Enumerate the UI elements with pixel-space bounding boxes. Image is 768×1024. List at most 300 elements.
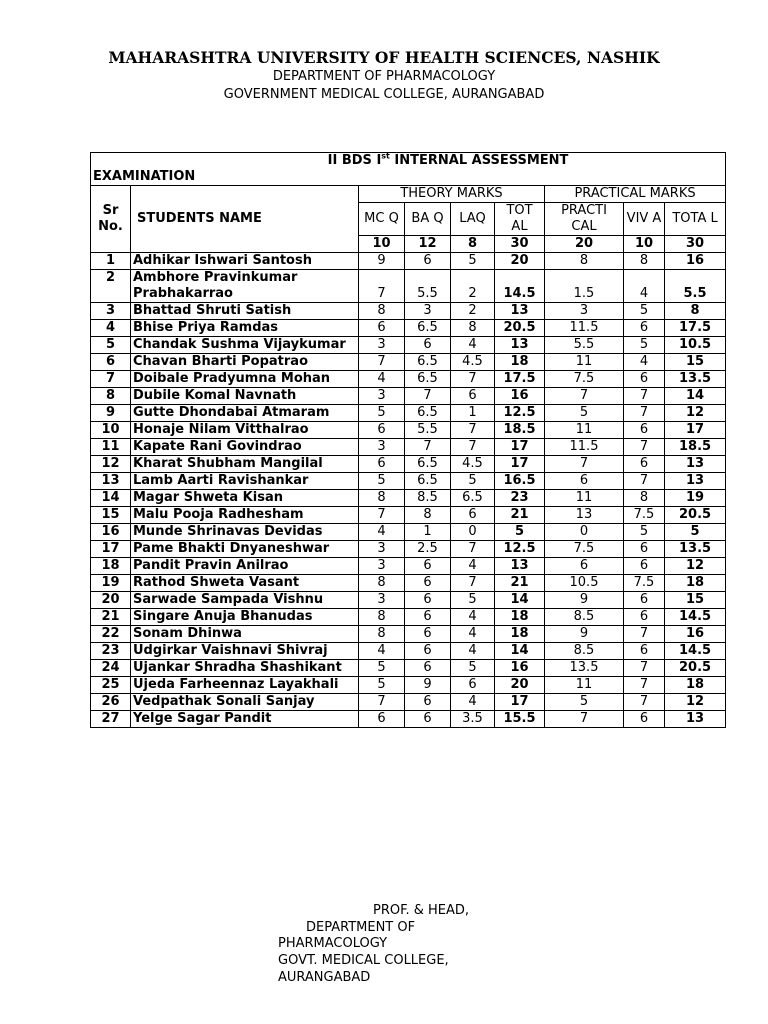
baq-cell: 7 [405, 388, 451, 405]
mcq-cell: 7 [359, 354, 405, 371]
baq-cell: 6 [405, 609, 451, 626]
practical-cell: 7 [545, 711, 624, 728]
mcq-cell: 7 [359, 507, 405, 524]
student-name-cell: Sarwade Sampada Vishnu [131, 592, 359, 609]
sr-no-cell: 19 [91, 575, 131, 592]
laq-cell: 4 [451, 626, 495, 643]
mcq-cell: 3 [359, 558, 405, 575]
baq-cell: 6.5 [405, 354, 451, 371]
sr-no-cell: 24 [91, 660, 131, 677]
mcq-cell: 8 [359, 303, 405, 320]
baq-cell: 6 [405, 643, 451, 660]
theory-total-cell: 16.5 [495, 473, 545, 490]
viva-cell: 7 [624, 405, 665, 422]
column-header: PRACTI CAL [545, 203, 624, 236]
table-title-examination: EXAMINATION [93, 169, 196, 184]
mcq-cell: 7 [359, 270, 405, 303]
practical-total-cell: 20.5 [665, 507, 726, 524]
table-row [91, 643, 726, 660]
table-row [91, 626, 726, 643]
sr-no-cell: 3 [91, 303, 131, 320]
practical-cell: 7 [545, 456, 624, 473]
table-title-prefix: II BDS I [327, 153, 382, 168]
practical-cell: 9 [545, 626, 624, 643]
practical-cell: 5.5 [545, 337, 624, 354]
sr-no-cell: 2 [91, 270, 131, 303]
baq-cell: 6 [405, 626, 451, 643]
baq-cell: 6 [405, 660, 451, 677]
viva-cell: 5 [624, 524, 665, 541]
mcq-cell: 8 [359, 575, 405, 592]
student-name-cell: Doibale Pradyumna Mohan [131, 371, 359, 388]
practical-total-cell: 14.5 [665, 609, 726, 626]
laq-cell: 4 [451, 558, 495, 575]
sr-no-cell: 10 [91, 422, 131, 439]
practical-cell: 11.5 [545, 439, 624, 456]
practical-cell: 13.5 [545, 660, 624, 677]
practical-total-cell: 5.5 [665, 270, 726, 303]
sr-no-cell: 15 [91, 507, 131, 524]
table-row [91, 337, 726, 354]
sr-no-cell: 11 [91, 439, 131, 456]
sr-no-cell: 8 [91, 388, 131, 405]
practical-total-cell: 16 [665, 253, 726, 270]
practical-total-cell: 17.5 [665, 320, 726, 337]
mcq-cell: 3 [359, 541, 405, 558]
sr-no-cell: 7 [91, 371, 131, 388]
baq-cell: 6.5 [405, 405, 451, 422]
viva-cell: 6 [624, 541, 665, 558]
max-marks-cell: 30 [495, 236, 545, 253]
theory-total-cell: 20 [495, 677, 545, 694]
laq-cell: 4 [451, 643, 495, 660]
laq-cell: 4.5 [451, 354, 495, 371]
sr-no-cell: 21 [91, 609, 131, 626]
viva-cell: 7.5 [624, 575, 665, 592]
practical-total-cell: 18 [665, 575, 726, 592]
student-name-cell: Udgirkar Vaishnavi Shivraj [131, 643, 359, 660]
laq-cell: 5 [451, 253, 495, 270]
viva-cell: 7 [624, 388, 665, 405]
student-name-cell: Malu Pooja Radhesham [131, 507, 359, 524]
table-row [91, 270, 726, 303]
viva-cell: 8 [624, 253, 665, 270]
practical-cell: 13 [545, 507, 624, 524]
table-title-suffix: INTERNAL ASSESSMENT [389, 153, 569, 168]
practical-cell: 11 [545, 422, 624, 439]
viva-cell: 7 [624, 439, 665, 456]
viva-cell: 6 [624, 609, 665, 626]
viva-cell: 7 [624, 626, 665, 643]
mcq-cell: 8 [359, 609, 405, 626]
student-name-cell: Yelge Sagar Pandit [131, 711, 359, 728]
theory-total-cell: 20.5 [495, 320, 545, 337]
baq-cell: 6 [405, 253, 451, 270]
viva-cell: 7 [624, 473, 665, 490]
practical-cell: 7.5 [545, 541, 624, 558]
baq-cell: 3 [405, 303, 451, 320]
baq-cell: 6.5 [405, 320, 451, 337]
laq-cell: 6.5 [451, 490, 495, 507]
student-name-cell: Sonam Dhinwa [131, 626, 359, 643]
viva-cell: 5 [624, 303, 665, 320]
marks-table [90, 152, 726, 728]
practical-cell: 8.5 [545, 609, 624, 626]
sr-no-cell: 14 [91, 490, 131, 507]
mcq-cell: 6 [359, 422, 405, 439]
practical-total-cell: 15 [665, 592, 726, 609]
practical-total-cell: 12 [665, 405, 726, 422]
student-name-cell: Chavan Bharti Popatrao [131, 354, 359, 371]
laq-cell: 5 [451, 660, 495, 677]
practical-total-cell: 13.5 [665, 371, 726, 388]
baq-cell: 6.5 [405, 371, 451, 388]
sr-no-cell: 18 [91, 558, 131, 575]
max-marks-cell: 20 [545, 236, 624, 253]
practical-total-cell: 19 [665, 490, 726, 507]
signature-title: PROF. & HEAD, [373, 903, 470, 918]
viva-cell: 6 [624, 422, 665, 439]
practical-total-cell: 18 [665, 677, 726, 694]
practical-cell: 11 [545, 354, 624, 371]
practical-cell: 11 [545, 677, 624, 694]
sr-no-cell: 5 [91, 337, 131, 354]
baq-cell: 6 [405, 694, 451, 711]
signature-pharmacology: PHARMACOLOGY [278, 936, 388, 951]
student-name-cell: Ambhore Pravinkumar Prabhakarrao [131, 270, 359, 303]
practical-cell: 7.5 [545, 371, 624, 388]
table-row [91, 439, 726, 456]
baq-cell: 1 [405, 524, 451, 541]
table-title-sup: st [381, 151, 390, 161]
practical-total-cell: 17 [665, 422, 726, 439]
table-title-row [91, 153, 726, 186]
viva-cell: 6 [624, 643, 665, 660]
table-row [91, 507, 726, 524]
practical-total-cell: 18.5 [665, 439, 726, 456]
theory-total-cell: 14 [495, 643, 545, 660]
max-marks-cell: 10 [359, 236, 405, 253]
student-name-cell: Bhattad Shruti Satish [131, 303, 359, 320]
college-title: GOVERNMENT MEDICAL COLLEGE, AURANGABAD [223, 87, 545, 102]
student-name-cell: Ujeda Farheennaz Layakhali [131, 677, 359, 694]
table-row [91, 371, 726, 388]
mcq-cell: 3 [359, 337, 405, 354]
mcq-cell: 8 [359, 490, 405, 507]
practical-total-cell: 5 [665, 524, 726, 541]
student-name-cell: Chandak Sushma Vijaykumar [131, 337, 359, 354]
baq-cell: 5.5 [405, 422, 451, 439]
group-header-row [91, 186, 726, 203]
baq-cell: 6 [405, 558, 451, 575]
mcq-cell: 6 [359, 320, 405, 337]
table-row [91, 253, 726, 270]
baq-cell: 2.5 [405, 541, 451, 558]
theory-total-cell: 18 [495, 609, 545, 626]
mcq-cell: 8 [359, 626, 405, 643]
practical-total-cell: 14 [665, 388, 726, 405]
mcq-cell: 4 [359, 524, 405, 541]
practical-cell: 7 [545, 388, 624, 405]
practical-total-cell: 13.5 [665, 541, 726, 558]
sr-no-cell: 12 [91, 456, 131, 473]
laq-cell: 6 [451, 677, 495, 694]
laq-cell: 3.5 [451, 711, 495, 728]
student-name-cell: Honaje Nilam Vitthalrao [131, 422, 359, 439]
column-header: TOTA L [665, 203, 726, 236]
laq-cell: 1 [451, 405, 495, 422]
student-name-cell: Ujankar Shradha Shashikant [131, 660, 359, 677]
sr-no-cell: 17 [91, 541, 131, 558]
laq-cell: 8 [451, 320, 495, 337]
column-header: BA Q [405, 203, 451, 236]
practical-total-cell: 10.5 [665, 337, 726, 354]
sr-no-cell: 1 [91, 253, 131, 270]
max-marks-cell: 30 [665, 236, 726, 253]
viva-cell: 7.5 [624, 507, 665, 524]
viva-cell: 7 [624, 694, 665, 711]
mcq-cell: 5 [359, 473, 405, 490]
laq-cell: 4 [451, 694, 495, 711]
theory-total-cell: 17 [495, 439, 545, 456]
mcq-cell: 5 [359, 660, 405, 677]
table-title [91, 153, 726, 186]
baq-cell: 6.5 [405, 456, 451, 473]
baq-cell: 9 [405, 677, 451, 694]
table-row [91, 592, 726, 609]
theory-total-cell: 13 [495, 337, 545, 354]
table-row [91, 405, 726, 422]
mcq-cell: 3 [359, 388, 405, 405]
theory-total-cell: 21 [495, 507, 545, 524]
viva-cell: 4 [624, 354, 665, 371]
student-name-cell: Rathod Shweta Vasant [131, 575, 359, 592]
theory-total-cell: 17 [495, 456, 545, 473]
baq-cell: 8 [405, 507, 451, 524]
laq-cell: 4 [451, 337, 495, 354]
mcq-cell: 7 [359, 694, 405, 711]
sr-no-cell: 20 [91, 592, 131, 609]
practical-cell: 1.5 [545, 270, 624, 303]
laq-cell: 5 [451, 592, 495, 609]
laq-cell: 7 [451, 422, 495, 439]
viva-cell: 6 [624, 592, 665, 609]
student-name-cell: Kapate Rani Govindrao [131, 439, 359, 456]
students-name-header: STUDENTS NAME [131, 186, 359, 253]
table-row [91, 456, 726, 473]
theory-total-cell: 21 [495, 575, 545, 592]
max-marks-cell: 12 [405, 236, 451, 253]
practical-total-cell: 8 [665, 303, 726, 320]
theory-total-cell: 20 [495, 253, 545, 270]
laq-cell: 0 [451, 524, 495, 541]
sr-no-cell: 27 [91, 711, 131, 728]
theory-total-cell: 13 [495, 303, 545, 320]
laq-cell: 7 [451, 371, 495, 388]
student-name-cell: Vedpathak Sonali Sanjay [131, 694, 359, 711]
theory-total-cell: 16 [495, 660, 545, 677]
baq-cell: 6 [405, 575, 451, 592]
baq-cell: 5.5 [405, 270, 451, 303]
column-header: MC Q [359, 203, 405, 236]
baq-cell: 6 [405, 337, 451, 354]
table-row [91, 320, 726, 337]
student-name-cell: Lamb Aarti Ravishankar [131, 473, 359, 490]
mcq-cell: 3 [359, 439, 405, 456]
student-name-cell: Kharat Shubham Mangilal [131, 456, 359, 473]
student-name-cell: Munde Shrinavas Devidas [131, 524, 359, 541]
sr-no-cell: 9 [91, 405, 131, 422]
viva-cell: 7 [624, 677, 665, 694]
laq-cell: 7 [451, 541, 495, 558]
table-row [91, 558, 726, 575]
practical-cell: 6 [545, 558, 624, 575]
theory-total-cell: 23 [495, 490, 545, 507]
table-row [91, 354, 726, 371]
mcq-cell: 9 [359, 253, 405, 270]
sr-no-header: Sr No. [91, 186, 131, 253]
viva-cell: 4 [624, 270, 665, 303]
practical-total-cell: 13 [665, 456, 726, 473]
table-row [91, 660, 726, 677]
student-name-cell: Singare Anuja Bhanudas [131, 609, 359, 626]
sr-no-cell: 22 [91, 626, 131, 643]
theory-total-cell: 14.5 [495, 270, 545, 303]
table-row [91, 609, 726, 626]
mcq-cell: 5 [359, 405, 405, 422]
table-row [91, 524, 726, 541]
signature-college: GOVT. MEDICAL COLLEGE, [278, 953, 449, 968]
student-name-cell: Bhise Priya Ramdas [131, 320, 359, 337]
theory-total-cell: 18.5 [495, 422, 545, 439]
column-header: VIV A [624, 203, 665, 236]
practical-total-cell: 16 [665, 626, 726, 643]
table-row [91, 541, 726, 558]
column-header: LAQ [451, 203, 495, 236]
practical-cell: 8 [545, 253, 624, 270]
sr-no-cell: 16 [91, 524, 131, 541]
practical-cell: 5 [545, 694, 624, 711]
laq-cell: 6 [451, 388, 495, 405]
practical-cell: 11.5 [545, 320, 624, 337]
sr-no-cell: 4 [91, 320, 131, 337]
mcq-cell: 6 [359, 456, 405, 473]
mcq-cell: 6 [359, 711, 405, 728]
practical-marks-header: PRACTICAL MARKS [545, 186, 726, 203]
student-name-cell: Pame Bhakti Dnyaneshwar [131, 541, 359, 558]
sr-no-cell: 25 [91, 677, 131, 694]
practical-cell: 8.5 [545, 643, 624, 660]
practical-total-cell: 15 [665, 354, 726, 371]
laq-cell: 4 [451, 609, 495, 626]
laq-cell: 7 [451, 575, 495, 592]
practical-total-cell: 14.5 [665, 643, 726, 660]
mcq-cell: 4 [359, 371, 405, 388]
practical-cell: 10.5 [545, 575, 624, 592]
department-title: DEPARTMENT OF PHARMACOLOGY [272, 69, 496, 84]
sr-no-cell: 23 [91, 643, 131, 660]
laq-cell: 2 [451, 270, 495, 303]
theory-total-cell: 18 [495, 354, 545, 371]
student-name-cell: Gutte Dhondabai Atmaram [131, 405, 359, 422]
viva-cell: 7 [624, 660, 665, 677]
sr-no-cell: 26 [91, 694, 131, 711]
practical-total-cell: 13 [665, 711, 726, 728]
mcq-cell: 5 [359, 677, 405, 694]
theory-total-cell: 17.5 [495, 371, 545, 388]
sr-no-cell: 6 [91, 354, 131, 371]
baq-cell: 6.5 [405, 473, 451, 490]
theory-total-cell: 17 [495, 694, 545, 711]
practical-cell: 9 [545, 592, 624, 609]
baq-cell: 6 [405, 711, 451, 728]
viva-cell: 6 [624, 320, 665, 337]
theory-total-cell: 13 [495, 558, 545, 575]
student-name-cell: Pandit Pravin Anilrao [131, 558, 359, 575]
signature-department: DEPARTMENT OF [306, 920, 416, 935]
laq-cell: 2 [451, 303, 495, 320]
practical-cell: 6 [545, 473, 624, 490]
viva-cell: 6 [624, 456, 665, 473]
table-row [91, 388, 726, 405]
laq-cell: 5 [451, 473, 495, 490]
baq-cell: 8.5 [405, 490, 451, 507]
baq-cell: 7 [405, 439, 451, 456]
table-row [91, 422, 726, 439]
table-row [91, 303, 726, 320]
theory-total-cell: 12.5 [495, 405, 545, 422]
theory-marks-header: THEORY MARKS [359, 186, 545, 203]
practical-cell: 3 [545, 303, 624, 320]
theory-total-cell: 15.5 [495, 711, 545, 728]
student-name-cell: Dubile Komal Navnath [131, 388, 359, 405]
practical-total-cell: 12 [665, 558, 726, 575]
mcq-cell: 3 [359, 592, 405, 609]
student-name-cell: Adhikar Ishwari Santosh [131, 253, 359, 270]
theory-total-cell: 16 [495, 388, 545, 405]
practical-total-cell: 12 [665, 694, 726, 711]
table-row [91, 473, 726, 490]
theory-total-cell: 14 [495, 592, 545, 609]
viva-cell: 5 [624, 337, 665, 354]
practical-total-cell: 20.5 [665, 660, 726, 677]
viva-cell: 6 [624, 558, 665, 575]
max-marks-cell: 10 [624, 236, 665, 253]
theory-total-cell: 12.5 [495, 541, 545, 558]
laq-cell: 6 [451, 507, 495, 524]
viva-cell: 8 [624, 490, 665, 507]
practical-cell: 11 [545, 490, 624, 507]
laq-cell: 4.5 [451, 456, 495, 473]
table-row [91, 490, 726, 507]
viva-cell: 6 [624, 371, 665, 388]
table-row [91, 711, 726, 728]
viva-cell: 6 [624, 711, 665, 728]
column-header: TOT AL [495, 203, 545, 236]
table-row [91, 694, 726, 711]
theory-total-cell: 18 [495, 626, 545, 643]
practical-total-cell: 13 [665, 473, 726, 490]
mcq-cell: 4 [359, 643, 405, 660]
baq-cell: 6 [405, 592, 451, 609]
practical-cell: 5 [545, 405, 624, 422]
student-name-cell: Magar Shweta Kisan [131, 490, 359, 507]
university-title: MAHARASHTRA UNIVERSITY OF HEALTH SCIENCES, NASHIK [108, 48, 660, 67]
signature-city: AURANGABAD [278, 970, 371, 985]
theory-total-cell: 5 [495, 524, 545, 541]
sr-no-cell: 13 [91, 473, 131, 490]
max-marks-cell: 8 [451, 236, 495, 253]
